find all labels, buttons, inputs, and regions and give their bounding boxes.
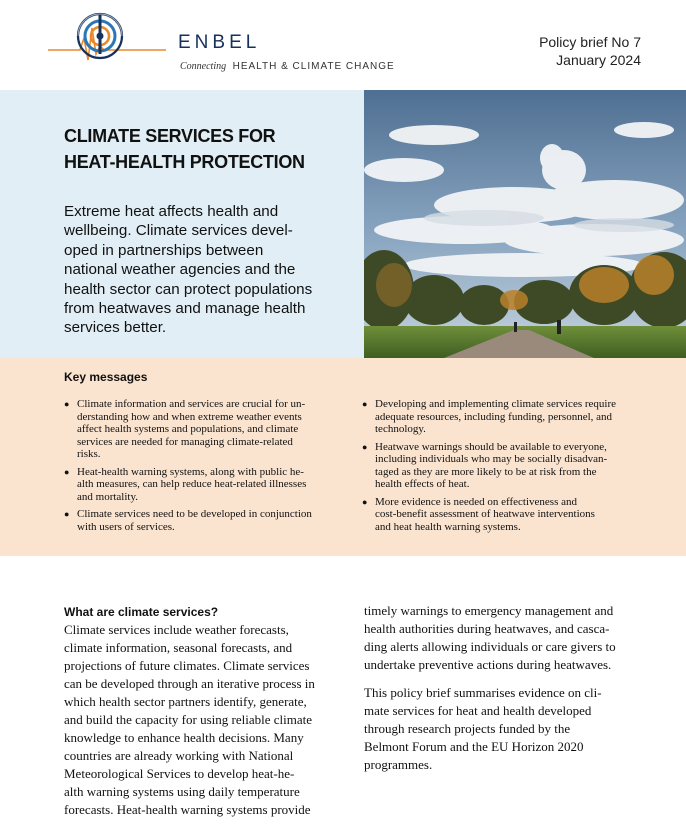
hero-intro-line: health sector can protect populations <box>64 280 313 298</box>
key-message-line: Climate services need to be developed in conjunction <box>77 508 312 520</box>
body-paragraph <box>364 602 654 674</box>
key-message-line: Developing and implementing climate services require <box>375 398 617 410</box>
hero-intro-line: national weather agencies and the <box>64 261 296 279</box>
body-line: programmes. <box>364 757 433 772</box>
body-line: which health sector partners identify, generate, <box>64 694 307 709</box>
key-messages-title: Key messages <box>64 370 148 384</box>
key-message-line: More evidence is needed on effectiveness and <box>375 495 577 508</box>
logo-wordmark: ENBEL <box>178 32 261 53</box>
body-line: projections of future climates. Climate services <box>64 658 310 673</box>
bullet-icon: ● <box>64 466 70 477</box>
bullet-icon: ● <box>64 509 70 519</box>
logo-tagline-italic: Connecting <box>180 61 227 72</box>
body-line: Belmont Forum and the EU Horizon 2020 <box>364 739 584 754</box>
body-line: Meteorological Services to develop heat-he- <box>64 766 295 781</box>
body-line: This policy brief summarises evidence on cli- <box>364 685 602 700</box>
header <box>0 0 686 90</box>
key-message-line: taged as they are more likely to be at risk from the <box>375 465 597 478</box>
body-line: countries are already working with National <box>64 748 294 763</box>
key-messages-right-column <box>362 398 652 538</box>
body-line: alth warning systems using daily temperature <box>64 784 300 799</box>
body-line: timely warnings to emergency management and <box>364 603 614 618</box>
hero-intro-line: from heatwaves and manage health <box>64 300 306 318</box>
key-message-line: Heatwave warnings should be available to everyone, <box>375 440 607 453</box>
body-right-column <box>364 602 654 774</box>
key-message-line: and mortality. <box>77 490 138 503</box>
section-heading: What are climate services? <box>64 605 219 619</box>
hero-intro-line: Extreme heat affects health and <box>64 203 279 220</box>
body-line: ding alerts allowing individuals or care givers to <box>364 639 616 654</box>
key-message-item <box>362 398 652 436</box>
key-message-item <box>64 398 344 461</box>
brief-date: January 2024 <box>556 52 641 68</box>
key-message-item <box>64 508 344 533</box>
body-line: through research projects funded by the <box>364 721 571 736</box>
hero-title-line: HEAT-HEALTH PROTECTION <box>64 152 305 172</box>
body-paragraph <box>364 684 654 774</box>
hero-intro-line: oped in partnerships between <box>64 241 264 259</box>
key-message-line: technology. <box>375 423 426 435</box>
body-line: climate information, seasonal forecasts, and <box>64 640 293 655</box>
hero-title <box>64 123 354 175</box>
body-line: can be developed through an iterative process in <box>64 676 315 691</box>
enbel-logo-mark-icon <box>46 10 176 70</box>
hero-intro-line: wellbeing. Climate services devel- <box>64 222 293 240</box>
park-sky-photo <box>364 90 686 358</box>
key-message-line: affect health systems and populations, and climate <box>77 423 299 435</box>
key-message-line: adequate resources, including funding, personnel, and <box>375 410 613 423</box>
brief-info <box>539 33 641 69</box>
bullet-icon: ● <box>362 496 368 507</box>
body-left-column <box>64 604 348 819</box>
bullet-icon: ● <box>362 441 368 452</box>
key-message-line: health effects of heat. <box>375 478 470 490</box>
key-message-item <box>362 441 652 491</box>
bullet-icon: ● <box>362 399 368 409</box>
key-message-line: including individuals who may be socially disadvan- <box>375 453 608 465</box>
key-message-line: and heat health warning systems. <box>375 520 521 533</box>
key-message-line: with users of services. <box>77 520 175 533</box>
key-message-line: derstanding how and when extreme weather events <box>77 410 302 423</box>
key-message-line: cost-benefit assessment of heatwave interventions <box>375 508 595 520</box>
body-line: undertake preventive actions during heatwaves. <box>364 657 612 672</box>
key-messages-left-column <box>64 398 344 538</box>
hero-title-line: CLIMATE SERVICES FOR <box>64 126 276 146</box>
body-line: forecasts. Heat-health warning systems provide <box>64 802 311 817</box>
key-message-item <box>64 466 344 504</box>
key-message-item <box>362 496 652 534</box>
body-line: and build the capacity for using reliable climate <box>64 712 312 727</box>
bullet-icon: ● <box>64 399 70 409</box>
brief-number: Policy brief No 7 <box>539 34 641 50</box>
logo-tagline <box>180 61 395 72</box>
key-message-line: Climate information and services are crucial for un- <box>77 398 306 410</box>
key-message-line: Heat-health warning systems, along with public he- <box>77 465 304 478</box>
logo-tagline-caps: HEALTH & CLIMATE CHANGE <box>232 61 395 72</box>
key-message-line: risks. <box>77 448 101 460</box>
body-line: health authorities during heatwaves, and casca- <box>364 621 610 636</box>
hero-intro <box>64 202 354 338</box>
body-line: mate services for heat and health developed <box>364 703 592 718</box>
body-line: knowledge to enhance health decisions. Many <box>64 730 304 745</box>
body-line: Climate services include weather forecasts, <box>64 622 289 637</box>
hero-intro-line: services better. <box>64 319 167 337</box>
key-message-line: alth measures, can help reduce heat-related illnesses <box>77 478 307 490</box>
key-message-line: services are needed for managing climate-related <box>77 435 293 448</box>
enbel-logo <box>46 10 395 72</box>
